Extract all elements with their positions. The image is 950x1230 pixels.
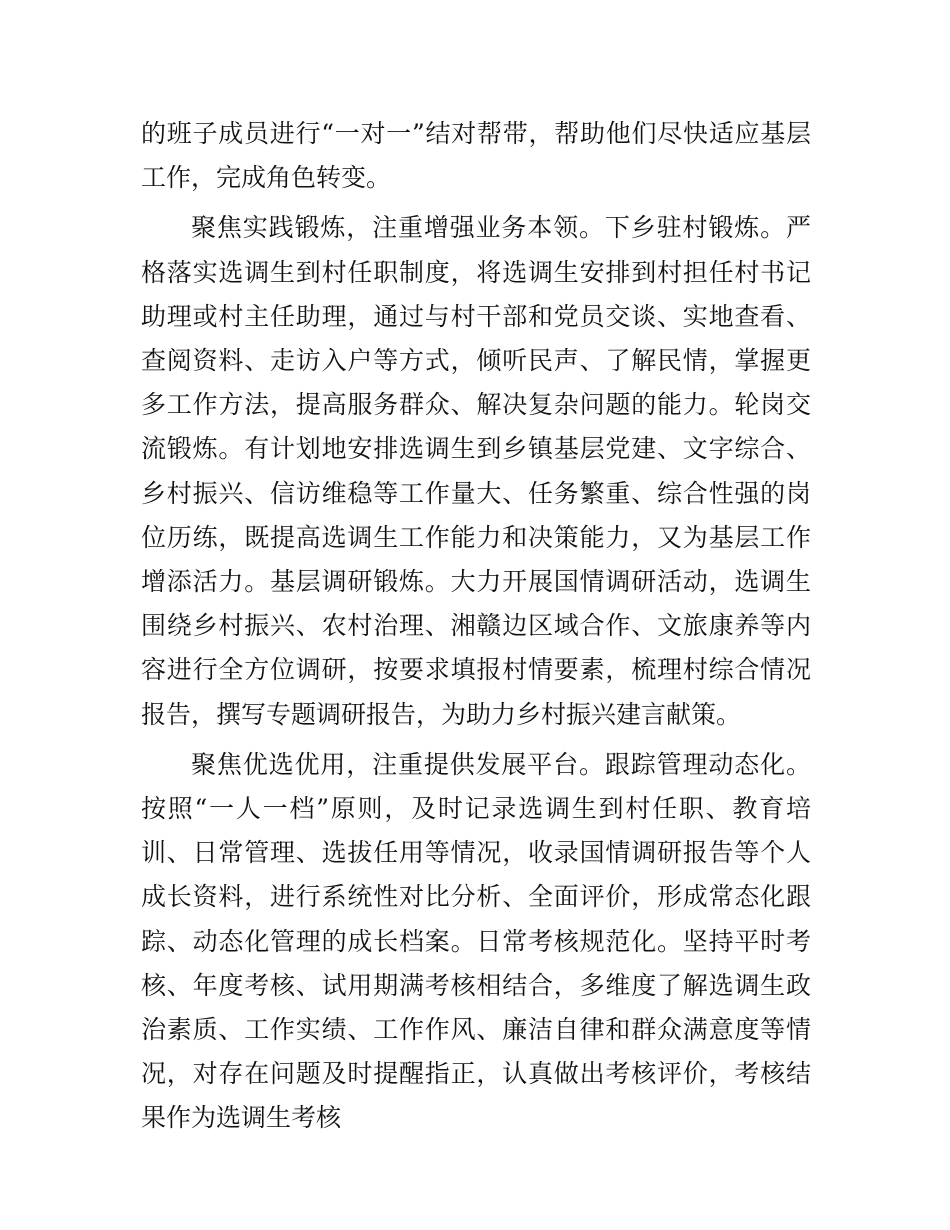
paragraph-continuation: 的班子成员进行“一对一”结对帮带，帮助他们尽快适应基层工作，完成角色转变。 bbox=[141, 119, 811, 193]
document-body bbox=[141, 112, 811, 1141]
paragraph-practice-training: 聚焦实践锻炼，注重增强业务本领。下乡驻村锻炼。严格落实选调生到村任职制度，将选调生安排到村担任村书记助理或村主任助理，通过与村干部和党员交谈、实地查看、查阅资料、走访入户等方式，倾听民声、了解民情，掌握更多工作方法，提高服务群众、解决复杂问题的能力。轮岗交流锻炼。有计划地安排选调生到乡镇基层党建、文字综合、乡村振兴、信访维稳等工作量大、任务繁重、综合性强的岗位历练，既提高选调生工作能力和决策能力，又为基层工作增添活力。基层调研锻炼。大力开展国情调研活动，选调生围绕乡村振兴、农村治理、湘赣边区域合作、文旅康养等内容进行全方位调研，按要求填报村情要素，梳理村综合情况报告，撰写专题调研报告，为助力乡村振兴建言献策。 bbox=[141, 213, 811, 729]
paragraph-selection-usage: 聚焦优选优用，注重提供发展平台。跟踪管理动态化。按照“一人一档”原则，及时记录选调生到村任职、教育培训、日常管理、选拔任用等情况，收录国情调研报告等个人成长资料，进行系统性对比分析、全面评价，形成常态化跟踪、动态化管理的成长档案。日常考核规范化。坚持平时考核、年度考核、试用期满考核相结合，多维度了解选调生政治素质、工作实绩、工作作风、廉洁自律和群众满意度等情况，对存在问题及时提醒指正，认真做出考核评价，考核结果作为选调生考核 bbox=[141, 749, 811, 1133]
